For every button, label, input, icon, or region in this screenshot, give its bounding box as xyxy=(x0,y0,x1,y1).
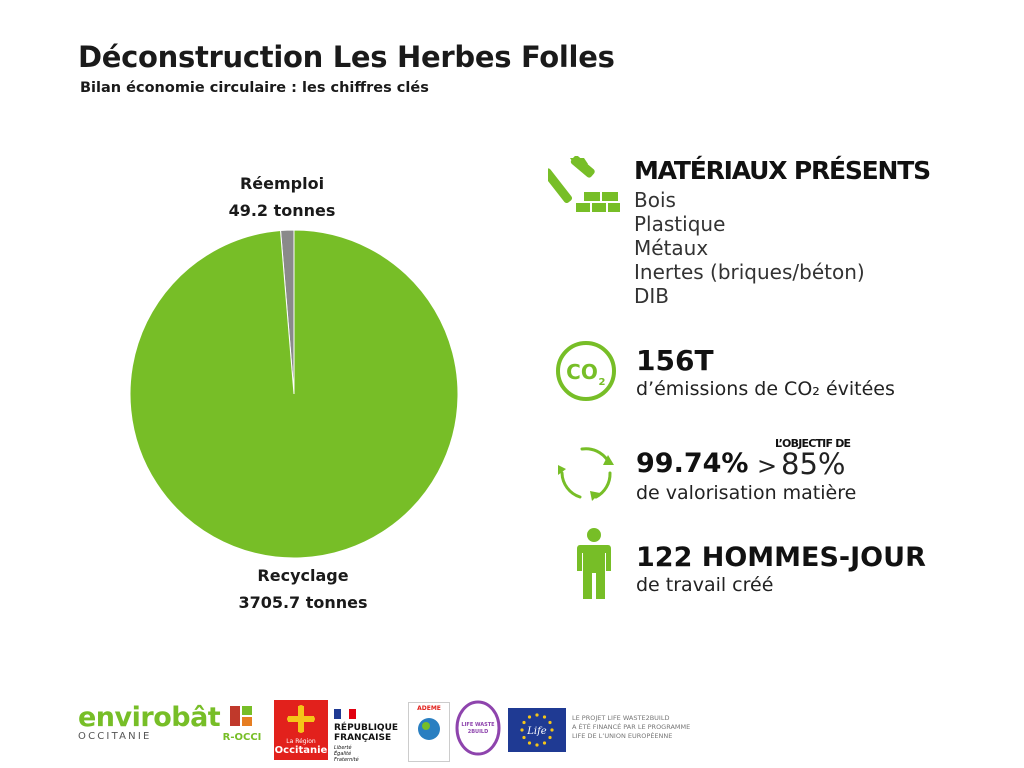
eu-life-text: Life xyxy=(527,726,547,737)
slice-name-recyclage: Recyclage xyxy=(257,566,349,585)
republique-line-2: FRANÇAISE xyxy=(334,733,392,743)
french-flag-icon xyxy=(334,709,356,719)
envirobat-name: envirobât xyxy=(78,702,221,733)
valorisation-value: 99.74% xyxy=(636,448,749,479)
life-note-line: A ÉTÉ FINANCÉ PAR LE PROGRAMME xyxy=(572,723,691,731)
partner-logos xyxy=(0,690,1024,768)
hammer-bricks-icon xyxy=(548,156,622,222)
ademe-logo xyxy=(408,702,450,762)
materials-list xyxy=(634,188,865,308)
objective-value: 85% xyxy=(781,447,846,481)
co2-icon xyxy=(554,339,618,407)
ademe-globe-icon xyxy=(416,716,442,742)
material-item: DIB xyxy=(634,284,670,308)
republique-motto-3: Fraternité xyxy=(334,757,359,763)
rocci-text: R-OCCI xyxy=(222,732,262,743)
republique-line-1: RÉPUBLIQUE xyxy=(334,723,399,733)
jobs-description: de travail créé xyxy=(636,574,774,596)
slice-value-recyclage: 3705.7 tonnes xyxy=(238,593,368,612)
life-waste-logo xyxy=(454,700,502,760)
co2-description-post: évitées xyxy=(819,378,895,400)
material-item: Métaux xyxy=(634,236,709,260)
ademe-text: ADEME xyxy=(417,705,441,712)
eu-life-logo xyxy=(508,708,566,752)
rocci-logo xyxy=(220,704,264,743)
slice-name-reemploi: Réemploi xyxy=(239,174,325,193)
co2-description-sub: ₂ xyxy=(812,378,820,400)
life-waste-text: LIFE WASTE 2BUILD xyxy=(461,722,495,735)
occitanie-small: La Région xyxy=(286,738,316,745)
material-item: Plastique xyxy=(634,212,726,236)
occitanie-logo xyxy=(274,700,328,760)
life-note-line: LIFE DE L’UNION EUROPÉENNE xyxy=(572,732,673,740)
recycle-arrows-icon xyxy=(552,443,622,507)
slice-label-recyclage xyxy=(203,566,403,612)
life-note xyxy=(572,714,712,741)
page-subtitle: Bilan économie circulaire : les chiffres clés xyxy=(80,80,429,96)
co2-icon-sub: 2 xyxy=(598,377,606,388)
objective-label: L’OBJECTIF DE xyxy=(775,437,851,450)
envirobat-logo xyxy=(78,702,228,742)
life-note-line: LE PROJET LIFE WASTE2BUILD xyxy=(572,714,670,722)
occitanie-name: Occitanie xyxy=(274,745,328,756)
republique-motto-2: Égalité xyxy=(334,751,352,757)
material-item: Inertes (briques/béton) xyxy=(634,260,865,284)
slice-label-reemploi xyxy=(182,174,382,220)
republique-logo xyxy=(334,704,404,763)
co2-icon-text: CO xyxy=(566,360,598,384)
materials-title: MATÉRIAUX PRÉSENTS xyxy=(634,156,930,185)
page-title: Déconstruction Les Herbes Folles xyxy=(78,40,615,74)
valorisation-description: de valorisation matière xyxy=(636,482,857,504)
pie-chart xyxy=(120,220,468,568)
occitanie-cross-icon xyxy=(286,704,316,734)
co2-value: 156T xyxy=(636,344,714,377)
republique-motto-1: Liberté xyxy=(334,745,352,751)
material-item: Bois xyxy=(634,188,676,212)
jobs-value: 122 HOMMES-JOUR xyxy=(636,542,926,573)
eu-stars-icon xyxy=(517,710,557,750)
co2-description xyxy=(636,378,895,400)
co2-description-pre: d’émissions de CO xyxy=(636,378,813,400)
person-icon xyxy=(574,527,614,605)
valorisation-comparator: > xyxy=(757,452,778,480)
rocci-icon xyxy=(230,704,254,728)
slice-value-reemploi: 49.2 tonnes xyxy=(228,201,336,220)
envirobat-region: OCCITANIE xyxy=(78,731,152,742)
pie-slice-recyclage xyxy=(130,230,458,558)
